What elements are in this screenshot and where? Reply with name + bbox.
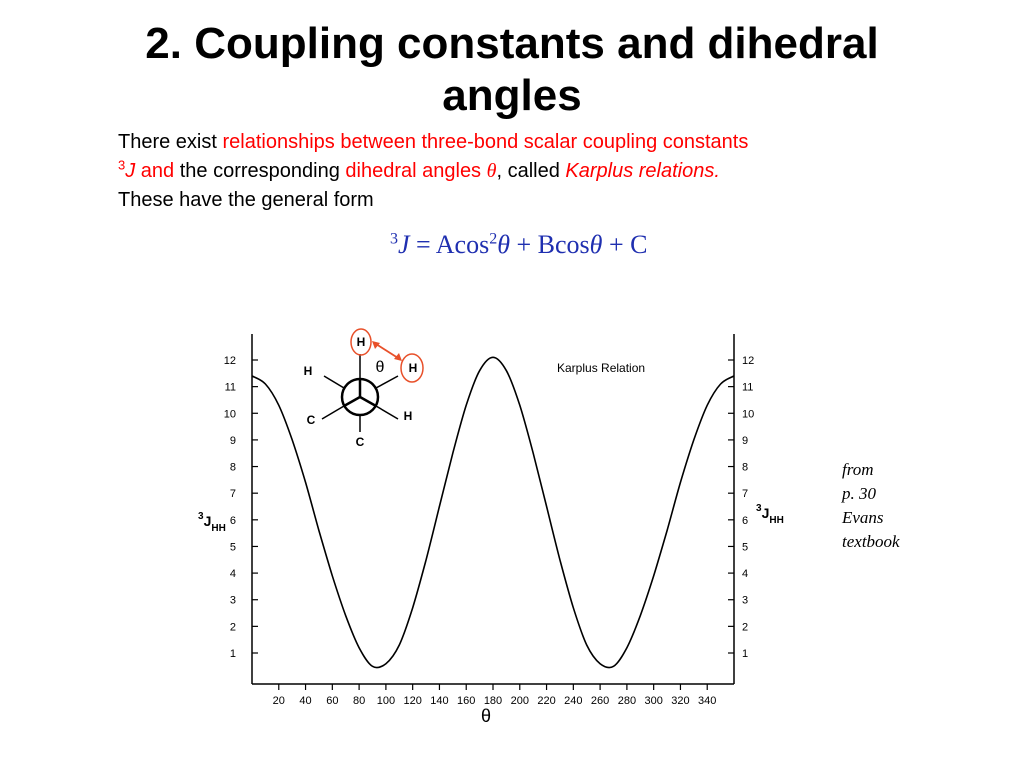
y-tick-label-right: 2: [742, 621, 749, 634]
chart-curve: [252, 357, 734, 667]
x-tick-label: 160: [457, 695, 476, 707]
x-tick-label: 40: [299, 695, 312, 707]
front-bond-right-ext: [376, 406, 398, 419]
x-tick-label: 340: [698, 695, 717, 707]
atom-front-top-h: H: [356, 335, 366, 349]
formula-acos: = Acos: [409, 230, 490, 259]
y-tick-label-left: 10: [223, 408, 236, 421]
formula-bcos: + Bcos: [510, 230, 590, 259]
karplus-formula: [390, 230, 647, 260]
source-note-line-3: Evans: [842, 508, 884, 527]
y-tick-label-left: 3: [229, 594, 236, 607]
y-tick-label-left: 2: [229, 621, 236, 634]
y-tick-label-left: 6: [229, 514, 236, 527]
x-tick-label: 300: [644, 695, 663, 707]
y-axis-right-sup: 3: [756, 503, 762, 514]
y-tick-label-right: 4: [742, 568, 749, 581]
intro-text-2: the corresponding: [174, 160, 346, 182]
y-tick-label-left: 5: [229, 541, 236, 554]
y-tick-label-right: 6: [742, 514, 749, 527]
y-tick-label-right: 10: [742, 408, 755, 421]
dihedral-arrow: [376, 344, 398, 358]
back-bond-upper-left: [324, 376, 344, 388]
x-tick-label: 200: [510, 695, 529, 707]
x-tick-label: 240: [564, 695, 583, 707]
x-tick-label: 80: [352, 695, 366, 707]
formula-squared: 2: [489, 230, 498, 248]
intro-paragraph: [118, 128, 978, 215]
y-axis-right-sub: HH: [769, 515, 784, 526]
x-tick-label: 220: [537, 695, 556, 707]
intro-j-superscript: 3: [118, 157, 126, 173]
y-axis-label-right: [756, 503, 784, 526]
karplus-chart: [180, 320, 820, 730]
y-tick-label-left: 4: [229, 568, 236, 581]
y-tick-label-right: 7: [742, 488, 749, 501]
chart-title: Karplus Relation: [557, 361, 646, 375]
front-bond-left-ext: [322, 406, 344, 419]
front-bond-left: [344, 397, 360, 406]
karplus-curve-line: [252, 357, 734, 667]
atom-front-left-c: C: [306, 413, 316, 427]
y-tick-label-right: 11: [742, 381, 754, 394]
y-tick-label-right: 1: [742, 648, 749, 660]
atom-back-upper-left-h: H: [303, 364, 313, 378]
x-axis-label: θ: [480, 706, 492, 726]
x-tick-label: 280: [617, 695, 637, 707]
slide-title-line-1: 2. Coupling constants and dihedral: [145, 19, 879, 68]
y-tick-label-left: 11: [224, 381, 236, 394]
intro-text-3: , called: [496, 160, 566, 182]
y-tick-label-left: 9: [229, 434, 236, 447]
x-tick-label: 140: [430, 695, 449, 707]
source-note-line-1: from: [842, 460, 874, 479]
formula-superscript-3: 3: [390, 230, 398, 248]
formula-theta-1: θ: [497, 230, 510, 259]
x-tick-label: 60: [326, 695, 339, 707]
source-note-line-4: textbook: [842, 532, 900, 551]
y-tick-label-right: 3: [742, 594, 749, 607]
x-tick-label: 260: [590, 695, 610, 707]
formula-constant: + C: [602, 230, 648, 259]
y-tick-label-right: 12: [742, 355, 755, 367]
y-tick-label-left: 12: [223, 355, 236, 367]
chart-ticks: [224, 355, 755, 707]
y-axis-right-main: J: [761, 505, 770, 521]
x-tick-label: 320: [671, 695, 690, 707]
chart-axes: [252, 334, 734, 684]
intro-highlight-relationships: relationships between three-bond scalar coupling constants: [222, 131, 749, 153]
front-bond-right: [360, 397, 376, 406]
y-axis-label-left: [198, 511, 226, 534]
y-tick-label-left: 7: [229, 488, 236, 501]
intro-and: and: [135, 160, 175, 182]
y-axis-left-main: J: [203, 513, 212, 529]
slide-title-line-2: angles: [442, 71, 582, 120]
source-note-line-2: p. 30: [842, 484, 876, 503]
y-tick-label-left: 8: [229, 461, 236, 474]
intro-text-4: These have the general form: [118, 189, 374, 211]
intro-j-symbol: J: [125, 160, 136, 182]
y-tick-label-right: 8: [742, 461, 749, 474]
slide-title: [0, 18, 1024, 122]
intro-karplus-relations: Karplus relations.: [565, 160, 720, 182]
intro-highlight-dihedral: dihedral angles: [345, 160, 487, 182]
formula-theta-2: θ: [589, 230, 603, 259]
newman-projection: [304, 329, 423, 449]
x-tick-label: 120: [403, 695, 422, 707]
atom-back-upper-right-h: H: [408, 361, 418, 375]
y-tick-label-left: 1: [229, 648, 236, 660]
y-tick-label-right: 9: [742, 434, 749, 447]
dihedral-angle-label: θ: [375, 359, 385, 376]
formula-j: J: [398, 230, 410, 259]
intro-theta-symbol: θ: [486, 160, 497, 182]
y-axis-left-sup: 3: [198, 511, 204, 522]
back-bond-upper-right: [376, 376, 398, 388]
x-tick-label: 180: [483, 695, 503, 707]
y-axis-left-sub: HH: [211, 523, 226, 534]
x-tick-label: 100: [376, 695, 396, 707]
atom-back-bottom-c: C: [355, 435, 365, 449]
intro-text-1: There exist: [118, 131, 223, 153]
source-note: [842, 458, 900, 554]
y-tick-label-right: 5: [742, 541, 749, 554]
atom-front-right-h: H: [403, 409, 413, 423]
x-tick-label: 20: [272, 695, 285, 707]
